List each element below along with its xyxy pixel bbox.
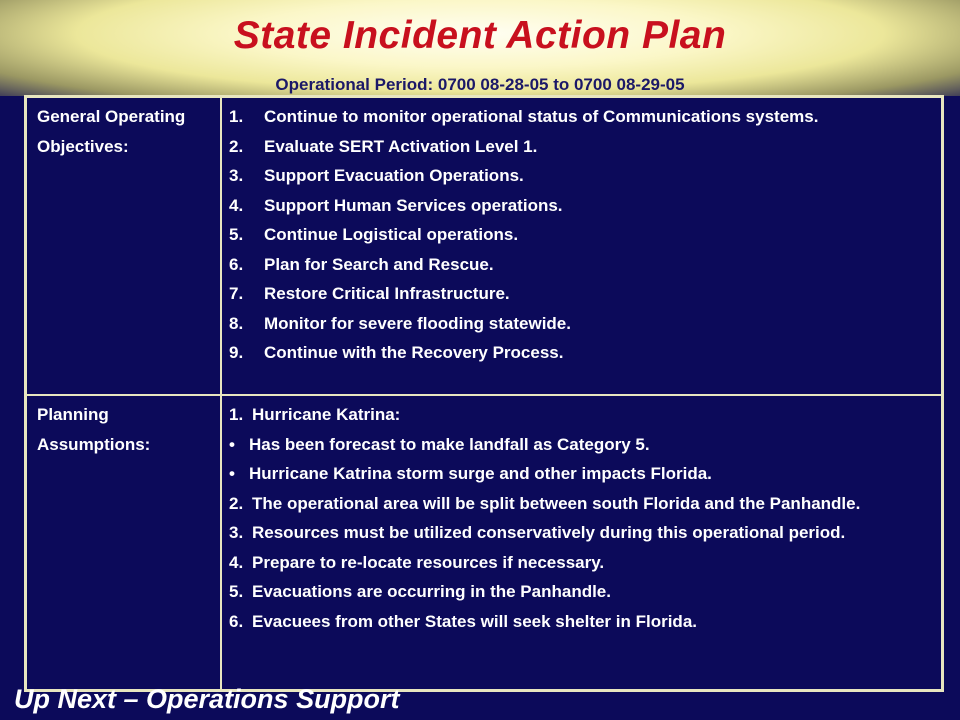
- item-text: Restore Critical Infrastructure.: [264, 284, 510, 303]
- item-text: Continue to monitor operational status of Communications systems.: [264, 107, 819, 126]
- list-item: [229, 430, 933, 460]
- item-number: 5.: [229, 582, 244, 601]
- list-item: [229, 250, 933, 280]
- list-item: [229, 309, 933, 339]
- item-number: 6.: [229, 254, 244, 274]
- item-text: Plan for Search and Rescue.: [264, 254, 494, 274]
- item-number: 8.: [229, 313, 244, 333]
- item-text: Hurricane Katrina:: [252, 405, 401, 424]
- list-item: [229, 102, 933, 132]
- list-item: [229, 577, 933, 607]
- item-text: Monitor for severe flooding statewide.: [264, 313, 571, 333]
- objectives-list: [229, 102, 933, 368]
- assumptions-list: [229, 400, 933, 636]
- action-plan-table: [24, 95, 944, 692]
- assumptions-label: Planning Assumptions:: [26, 395, 222, 691]
- item-number: 9.: [229, 343, 244, 362]
- bullet-icon: •: [229, 464, 235, 483]
- objectives-cell: [221, 97, 943, 396]
- objectives-row: [26, 97, 943, 396]
- item-text: Evacuations are occurring in the Panhandle.: [252, 582, 611, 601]
- item-number: 4.: [229, 552, 244, 572]
- item-text: Continue Logistical operations.: [264, 225, 519, 244]
- item-text: Prepare to re-locate resources if necessary.: [252, 552, 605, 572]
- item-number: 3.: [229, 166, 244, 185]
- assumptions-row: [26, 395, 943, 691]
- item-text: Resources must be utilized conservatively during this operational period.: [252, 523, 846, 542]
- list-item: [229, 400, 933, 430]
- up-next-footer: Up Next – Operations Support: [14, 684, 400, 714]
- list-item: [229, 489, 933, 519]
- list-item: [229, 459, 933, 489]
- item-number: 5.: [229, 225, 244, 244]
- item-number: 4.: [229, 195, 244, 215]
- item-number: 1.: [229, 107, 244, 126]
- objectives-label: General Operating Objectives:: [26, 97, 222, 396]
- list-item: [229, 220, 933, 250]
- item-text: Support Evacuation Operations.: [264, 166, 524, 185]
- bullet-icon: •: [229, 434, 235, 454]
- list-item: [229, 518, 933, 548]
- list-item: [229, 279, 933, 309]
- list-item: [229, 161, 933, 191]
- item-text: Hurricane Katrina storm surge and other impacts Florida.: [249, 464, 712, 483]
- list-item: [229, 132, 933, 162]
- list-item: [229, 548, 933, 578]
- slide-title: State Incident Action Plan: [233, 14, 727, 57]
- item-text: Continue with the Recovery Process.: [264, 343, 564, 362]
- list-item: [229, 607, 933, 637]
- list-item: [229, 338, 933, 368]
- item-number: 1.: [229, 405, 244, 424]
- item-text: The operational area will be split between south Florida and the Panhandle.: [252, 493, 861, 513]
- item-number: 6.: [229, 611, 244, 631]
- item-number: 2.: [229, 493, 244, 513]
- item-text: Support Human Services operations.: [264, 195, 563, 215]
- item-text: Evacuees from other States will seek shelter in Florida.: [252, 611, 697, 631]
- item-text: Has been forecast to make landfall as Category 5.: [249, 434, 650, 454]
- operational-period: Operational Period: 0700 08-28-05 to 0700 08-29-05: [275, 75, 685, 94]
- item-number: 7.: [229, 284, 244, 303]
- list-item: [229, 191, 933, 221]
- item-number: 3.: [229, 523, 244, 542]
- assumptions-cell: [221, 395, 943, 691]
- item-text: Evaluate SERT Activation Level 1.: [264, 136, 538, 156]
- item-number: 2.: [229, 136, 244, 156]
